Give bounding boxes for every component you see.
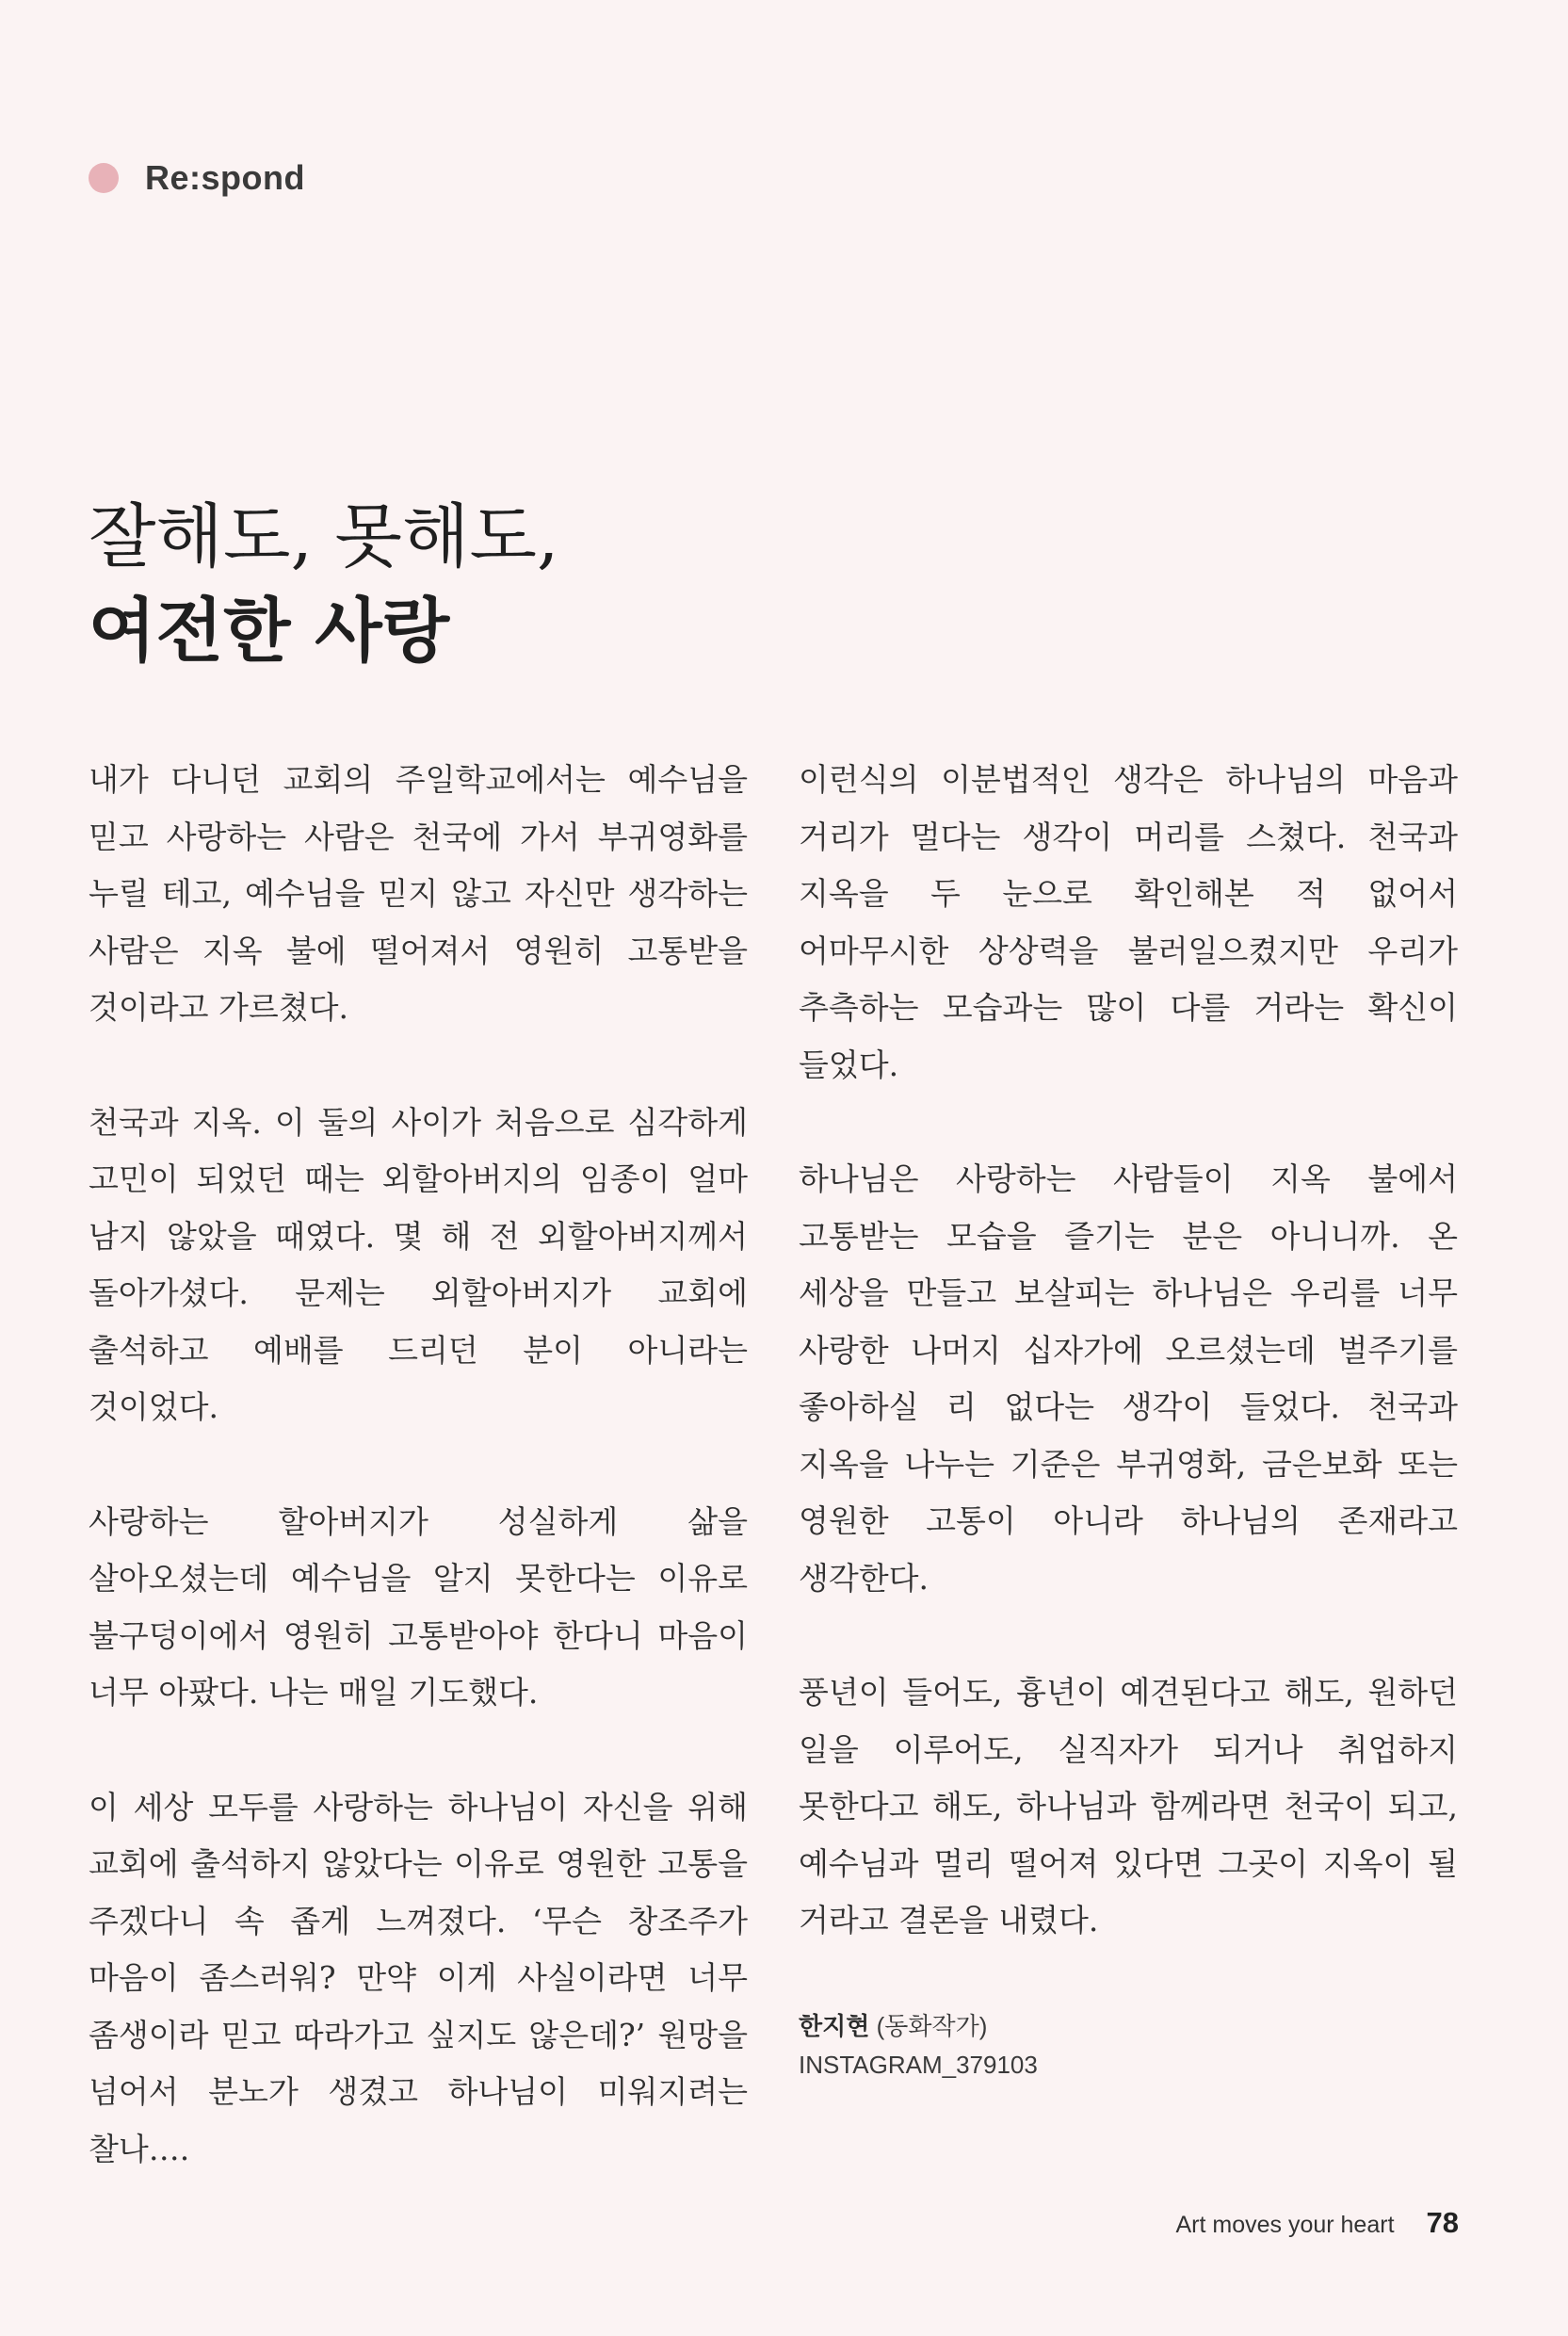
article-paragraph: 하나님은 사랑하는 사람들이 지옥 불에서 고통받는 모습을 즐기는 분은 아니니까. 온 세상을 만들고 보살피는 하나님은 우리를 너무 사랑한 나머지 십자가에 오르셨는데 벌주기를 좋아하실 리 없다는 생각이 들었다. 천국과 지옥을 나누는 기준은 부귀영화, 금은보화 또는 영원한 고통이 아니라 하나님의 존재라고 생각한다. (799, 1160, 1458, 1597)
article-column-right (799, 752, 1458, 2085)
article-title-line-2: 여전한 사랑 (89, 591, 450, 672)
page-footer (1175, 2206, 1459, 2240)
article-paragraph: 내가 다니던 교회의 주일학교에서는 예수님을 믿고 사랑하는 사람은 천국에 가서 부귀영화를 누릴 테고, 예수님을 믿지 않고 자신만 생각하는 사람은 지옥 불에 떨어져서 영원히 고통받을 것이라고 가르쳤다. (89, 761, 748, 1026)
article-paragraph: 이런식의 이분법적인 생각은 하나님의 마음과 거리가 멀다는 생각이 머리를 스쳤다. 천국과 지옥을 두 눈으로 확인해본 적 없어서 어마무시한 상상력을 불러일으켰지만 우리가 추측하는 모습과는 많이 다를 거라는 확신이 들었다. (799, 761, 1458, 1083)
article-paragraph: 천국과 지옥. 이 둘의 사이가 처음으로 심각하게 고민이 되었던 때는 외할아버지의 임종이 얼마 남지 않았을 때였다. 몇 해 전 외할아버지께서 돌아가셨다. 문제는 외할아버지가 교회에 출석하고 예배를 드리던 분이 아니라는 것이었다. (89, 1103, 748, 1425)
article-paragraph: 풍년이 들어도, 흉년이 예견된다고 해도, 원하던 일을 이루어도, 실직자가 되거나 취업하지 못한다고 해도, 하나님과 함께라면 천국이 되고, 예수님과 멀리 떨어져 있다면 그곳이 지옥이 될 거라고 결론을 내렸다. (799, 1674, 1458, 1939)
author-handle: INSTAGRAM_379103 (799, 2050, 1038, 2079)
article-title-line-1: 잘해도, 못해도, (89, 496, 559, 577)
article-title (89, 490, 558, 678)
author-byline (799, 2007, 1458, 2085)
author-role: (동화작가) (876, 2011, 988, 2040)
section-tag (89, 158, 305, 198)
article-column-left (89, 752, 748, 2235)
page-number: 78 (1426, 2206, 1459, 2239)
author-name: 한지현 (799, 2011, 870, 2040)
section-label: Re:spond (145, 158, 305, 197)
footer-tagline: Art moves your heart (1175, 2212, 1395, 2238)
section-dot-icon (89, 163, 119, 193)
author-line (799, 2007, 1458, 2046)
article-paragraph: 사랑하는 할아버지가 성실하게 삶을 살아오셨는데 예수님을 알지 못한다는 이유로 불구덩이에서 영원히 고통받아야 한다니 마음이 너무 아팠다. 나는 매일 기도했다. (89, 1502, 748, 1711)
article-paragraph: 이 세상 모두를 사랑하는 하나님이 자신을 위해 교회에 출석하지 않았다는 이유로 영원한 고통을 주겠다니 속 좁게 느껴졌다. ‘무슨 창조주가 마음이 좀스러워? 만약 이게 사실이라면 너무 좀생이라 믿고 따라가고 싶지도 않은데?’ 원망을 넘어서 분노가 생겼고 하나님이 미워지려는 찰나…. (89, 1788, 748, 2167)
